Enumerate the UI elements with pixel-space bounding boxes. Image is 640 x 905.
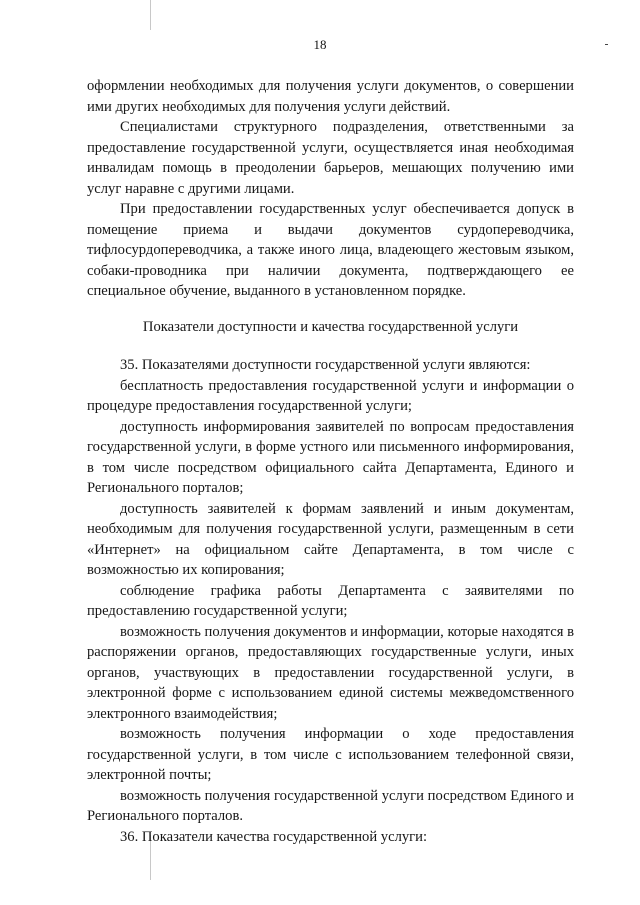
paragraph-item-35: 35. Показателями доступности государственной услуги являются: <box>120 357 531 373</box>
paragraph: оформлении необходимых для получения услуги документов, о совершении ими других необходимых для получения услуги действий. <box>87 78 574 115</box>
section-heading: Показатели доступности и качества государственной услуги <box>142 319 519 335</box>
paragraph: возможность получения документов и информации, которые находятся в распоряжении органов, предоставляющих государственные услуги, иных органов, участвующих в предоставлении государственной услуги, в электронной форме с использованием единой системы межведомственного электронного взаимодействия; <box>87 623 574 722</box>
scan-artifact-top <box>150 0 151 30</box>
paragraph: доступность информирования заявителей по вопросам предоставления государственной услуги, в форме устного или письменного информирования, в том числе посредством официального сайта Департамента, Единого и Регионального порталов; <box>87 418 574 496</box>
paragraph: бесплатность предоставления государственной услуги и информации о процедуре предоставления государственной услуги; <box>87 377 574 414</box>
paragraph-item-36: 36. Показатели качества государственной услуги: <box>120 828 428 845</box>
paragraph: соблюдение графика работы Департамента с заявителями по предоставлению государственной услуги; <box>87 582 574 619</box>
paragraph: доступность заявителей к формам заявлений и иным документам, необходимым для получения государственной услуги, размещенным в сети «Интернет» на официальном сайте Департамента, в том числе с возможностью их копирования; <box>87 500 574 578</box>
paragraph: возможность получения информации о ходе предоставления государственной услуги, в том числе с использованием телефонной связи, электронной почты; <box>87 726 574 783</box>
paragraph: возможность получения государственной услуги посредством Единого и Регионального порталов. <box>87 787 574 824</box>
paragraph: При предоставлении государственных услуг обеспечивается допуск в помещение приема и выдачи документов сурдопереводчика, тифлосурдопереводчика, а также иного лица, владеющего жестовым языком, собаки-проводника при наличии документа, подтверждающего ее специальное обучение, выданного в установленном порядке. <box>87 201 574 299</box>
paragraph: Специалистами структурного подразделения, ответственными за предоставление государственной услуги, осуществляется иная необходимая инвалидам помощь в преодолении барьеров, мешающих получению ими услуг наравне с другими лицами. <box>87 119 574 197</box>
section-accessibility-assistance <box>87 76 574 302</box>
section-indicators <box>87 355 574 847</box>
page-number: 18 <box>313 37 327 52</box>
